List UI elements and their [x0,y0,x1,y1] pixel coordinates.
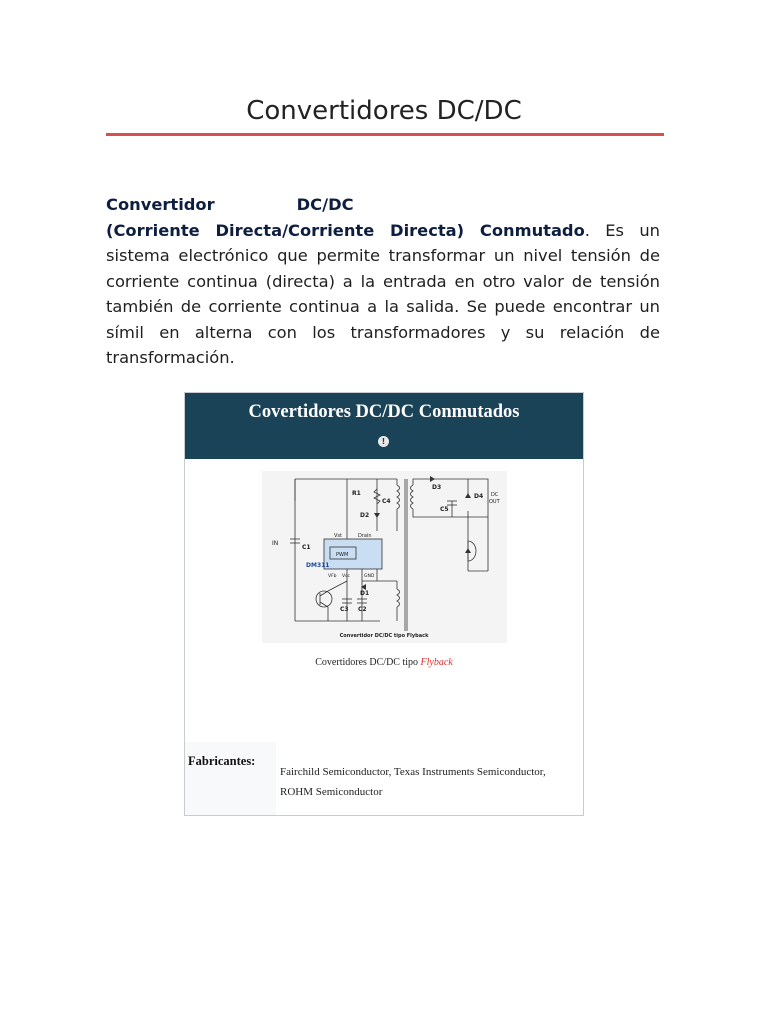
manufacturers-value: Fairchild Semiconductor, Texas Instruments Semiconductor, ROHM Semiconductor [280,766,546,798]
manufacturers-label: Fabricantes: [188,754,256,768]
label-d4: D4 [474,493,484,500]
info-icon[interactable]: ! [378,436,389,447]
diagram-caption: Convertidor DC/DC tipo Flyback [339,633,429,639]
label-dc-out-2: OUT [489,499,500,505]
label-c5: C5 [440,506,449,513]
term-word-convertidor: Convertidor [106,195,215,214]
infobox [184,392,584,816]
intro-term-line [106,192,660,218]
label-in: IN [272,540,279,547]
title-rule [106,133,664,136]
label-gnd: GND [364,574,375,579]
label-d1: D1 [360,590,370,597]
figure-caption [185,657,583,668]
flyback-circuit-diagram[interactable] [262,471,507,643]
label-vcc: Vcc [342,574,351,579]
manufacturers-label-cell [185,742,276,815]
label-d2: D2 [360,512,370,519]
term-gap [215,192,297,218]
infobox-header [185,393,583,459]
page-title: Convertidores DC/DC [246,96,522,126]
label-r1: R1 [352,490,361,497]
label-drain: Drain [358,533,372,539]
label-c3: C3 [340,606,349,613]
term-full-name: (Corriente Directa/Corriente Directa) Conmutado [106,220,585,240]
label-dc-out-1: DC [491,492,499,498]
label-d3: D3 [432,484,442,491]
infobox-title: Covertidores DC/DC Conmutados [248,402,520,422]
caption-prefix: Covertidores DC/DC tipo [315,657,421,668]
label-vfb: VFb [328,574,337,579]
label-c1: C1 [302,544,311,551]
label-pwm: PWM [336,552,349,558]
label-dm311: DM311 [306,562,330,569]
circuit-svg [262,471,507,643]
intro-paragraph [106,192,660,371]
label-c2: C2 [358,606,367,613]
term-word-dcdc: DC/DC [296,195,354,214]
label-vst: Vst [334,533,342,539]
label-c4: C4 [382,498,391,505]
intro-body [106,218,660,371]
intro-text: . Es un sistema electrónico que permite transformar un nivel tensión de corriente continua (directa) a la entrada en otro valor de tensión también de corriente continua a la salida. Se puede encontrar un símil en alterna con los transformadores y su relación de transformación. [106,220,660,367]
flyback-link[interactable]: Flyback [420,657,453,668]
